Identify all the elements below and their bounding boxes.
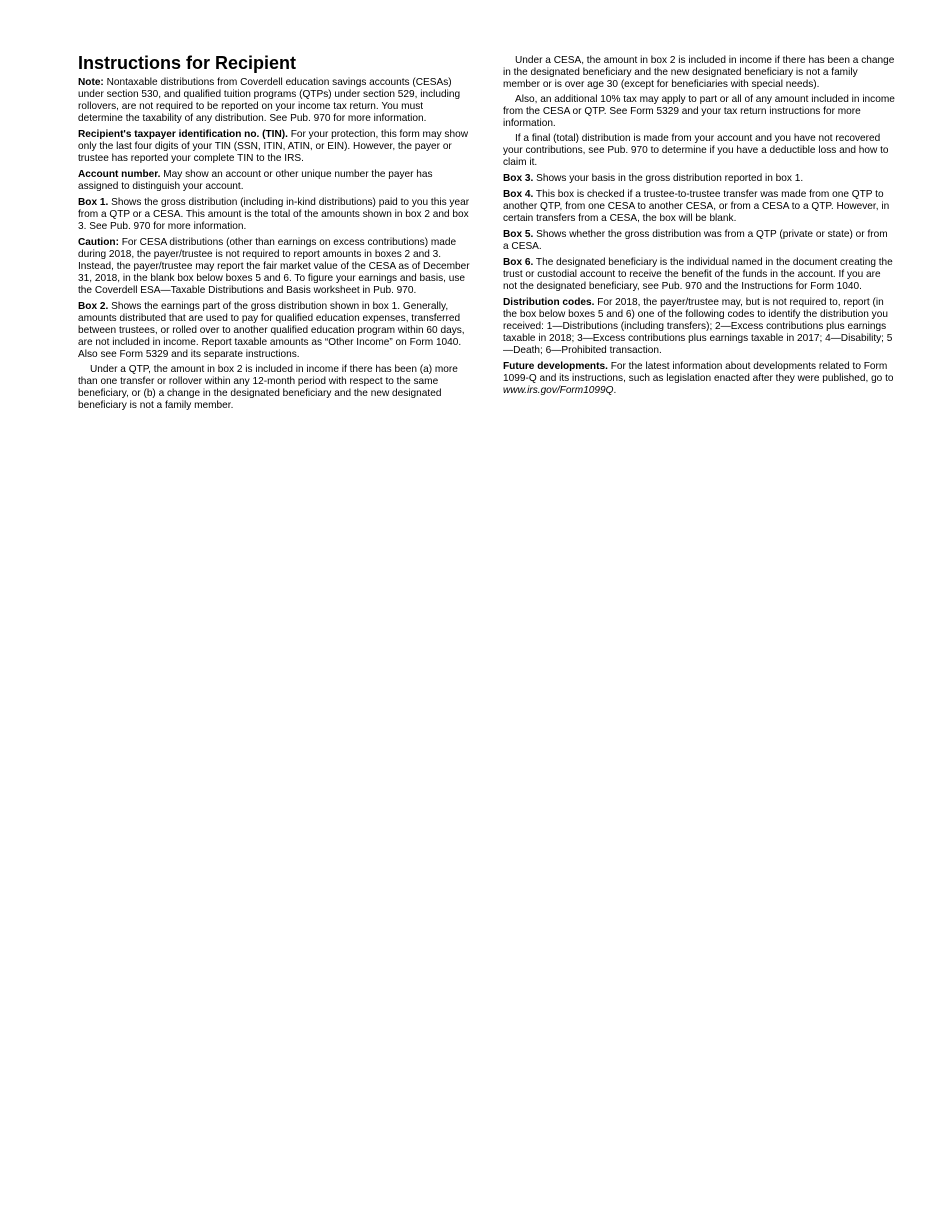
- future-developments-paragraph: Future developments. For the latest information about developments related to Form 1099-Q and its instructions, such as legislation enacted after they were published, go to www.irs.gov/Form1099Q.: [503, 361, 894, 396]
- box2-paragraph: Box 2. Shows the earnings part of the gross distribution shown in box 1. Generally, amounts distributed that are used to pay for qualified education expenses, transferred between trustees, or rolled over to another qualified education program within 60 days, are not included in income. Report taxable amounts as “Other Income” on Form 1040. Also see Form 5329 and its separate instructions.: [78, 301, 465, 360]
- note-paragraph: Note: Nontaxable distributions from Coverdell education savings accounts (CESAs) under section 530, and qualified tuition programs (QTPs) under section 529, including rollovers, are not required to be reported on your income tax return. You must determine the taxability of any distribution. See Pub. 970 for more information.: [78, 77, 461, 124]
- additional-tax-paragraph: Also, an additional 10% tax may apply to part or all of any amount included in income from the CESA or QTP. See Form 5329 and your tax return instructions for more information.: [503, 94, 895, 129]
- qtp-paragraph: Under a QTP, the amount in box 2 is included in income if there has been (a) more than one transfer or rollover within any 12-month period with respect to the same beneficiary, or (b) a change in the designated beneficiary and the new designated beneficiary is not a family member.: [78, 364, 458, 411]
- final-distribution-paragraph: If a final (total) distribution is made from your account and you have not recovered your contributions, see Pub. 970 to determine if you have a deductible loss and how to claim it.: [503, 133, 889, 168]
- box1-paragraph: Box 1. Shows the gross distribution (including in-kind distributions) paid to you this year from a QTP or a CESA. This amount is the total of the amounts shown in box 2 and box 3. See Pub. 970 for more information.: [78, 197, 470, 232]
- irs-link[interactable]: www.irs.gov/Form1099Q: [503, 385, 614, 396]
- left-column: [78, 52, 470, 416]
- caution-paragraph: Caution: For CESA distributions (other than earnings on excess contributions) made during 2018, the payer/trustee is not required to report amounts in boxes 2 and 3. Instead, the payer/trustee may report the fair market value of the CESA as of December 31, 2018, in the blank box below boxes 5 and 6. To figure your earnings and basis, use the Coverdell ESA—Taxable Distributions and Basis worksheet in Pub. 970.: [78, 237, 470, 296]
- box4-paragraph: Box 4. This box is checked if a trustee-to-trustee transfer was made from one QTP to another QTP, from one CESA to another CESA, or from a CESA to a QTP. However, in certain transfers from a CESA, the box will be blank.: [503, 189, 890, 224]
- box5-paragraph: Box 5. Shows whether the gross distribution was from a QTP (private or state) or from a CESA.: [503, 229, 888, 252]
- page-title: Instructions for Recipient: [78, 53, 297, 73]
- box6-paragraph: Box 6. The designated beneficiary is the individual named in the document creating the trust or custodial account to receive the benefit of the funds in the account. If you are not the designated beneficiary, see Pub. 970 and the Instructions for Form 1040.: [503, 257, 893, 292]
- cesa-paragraph: Under a CESA, the amount in box 2 is included in income if there has been a change in the designated beneficiary and the new designated beneficiary is not a family member or is over age 30 (except for beneficiaries with special needs).: [503, 55, 895, 90]
- account-number-paragraph: Account number. May show an account or other unique number the payer has assigned to distinguish your account.: [78, 169, 433, 192]
- distribution-codes-paragraph: Distribution codes. For 2018, the payer/trustee may, but is not required to, report (in the box below boxes 5 and 6) one of the following codes to identify the distribution you received: 1—Distributions (including transfers); 2—Excess contributions plus earnings taxable in 2018; 3—Excess contributions plus earnings taxable in 2017; 4—Disability; 5—Death; 6—Prohibited transaction.: [503, 297, 893, 356]
- box3-paragraph: Box 3. Shows your basis in the gross distribution reported in box 1.: [503, 173, 804, 184]
- right-column: [503, 56, 895, 401]
- tin-paragraph: Recipient's taxpayer identification no. (TIN). For your protection, this form may show only the last four digits of your TIN (SSN, ITIN, ATIN, or EIN). However, the payer or trustee has reported your complete TIN to the IRS.: [78, 129, 468, 164]
